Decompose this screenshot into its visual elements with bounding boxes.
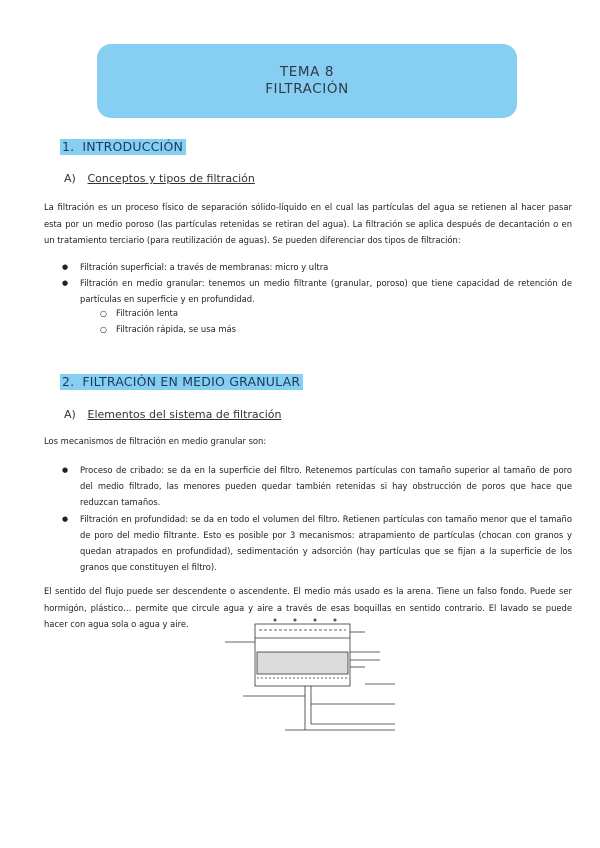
hollow-bullet-icon: ○ — [100, 325, 107, 334]
list-item-text: Filtración en profundidad: se da en todo el volumen del filtro. Retienen partículas con tamaño menor que el tamaño de poro del medio filtrante. Esto es posible por 3 mecanismos: atrapamiento de partículas (chocan con granos y quedan atrapados en profundidad), sedimentación y adsorción (hay partículas que se fijan a la superficie de los granos que constituyen el filtro). — [80, 514, 572, 572]
sub-list-item — [100, 305, 178, 322]
section-2-number: 2. — [62, 374, 75, 389]
bullet-icon: ● — [62, 515, 69, 523]
subheading-title: Conceptos y tipos de filtración — [87, 172, 255, 185]
sub-list-item-text: Filtración lenta — [116, 308, 178, 318]
mechanisms-intro: Los mecanismos de filtración en medio granular son: — [44, 436, 267, 446]
flow-paragraph: El sentido del flujo puede ser descendente o ascendente. El medio más usado es la arena. Tiene un falso fondo. Puede ser hormigón, plástico… permite que circule agua y aire a través de esas boquillas en sentido contrario. El lavado se puede hacer con agua sola o agua y aire. — [44, 586, 572, 629]
list-item — [62, 511, 572, 575]
valve-icon — [294, 619, 297, 622]
list-item-text: Filtración superficial: a través de membranas: micro y ultra — [80, 262, 329, 272]
list-item — [62, 259, 572, 275]
subheading-title: Elementos del sistema de filtración — [87, 408, 282, 421]
section-2-title: FILTRACIÓN EN MEDIO GRANULAR — [82, 374, 301, 389]
filter-diagram — [215, 612, 415, 742]
list-item — [62, 462, 572, 510]
topic-title: FILTRACIÓN — [265, 81, 349, 97]
list-item — [62, 275, 572, 307]
valve-icon — [274, 619, 277, 622]
section-1-heading — [60, 139, 186, 154]
sub-list-item-text: Filtración rápida, se usa más — [116, 324, 237, 334]
section-1-title: INTRODUCCIÓN — [82, 139, 184, 154]
section-1-subheading — [64, 172, 255, 185]
sub-list-item — [100, 321, 236, 338]
bullet-icon: ● — [62, 263, 69, 271]
valve-icon — [334, 619, 337, 622]
title-banner — [97, 44, 517, 118]
section-2-heading — [60, 374, 303, 389]
hollow-bullet-icon: ○ — [100, 309, 107, 318]
bullet-icon: ● — [62, 466, 69, 474]
intro-paragraph: La filtración es un proceso físico de separación sólido-líquido en el cual las partículas del agua se retienen al hacer pasar esta por un medio poroso (las partículas retenidas se retiran del agua). La filtración se aplica después de decantación o en un tratamiento terciario (para reutilización de aguas). Se pueden diferenciar dos tipos de filtración: — [44, 202, 572, 245]
topic-number: TEMA 8 — [279, 64, 335, 80]
bullet-icon: ● — [62, 279, 69, 287]
subheading-label: A) — [64, 172, 76, 185]
list-item-text: Filtración en medio granular: tenemos un medio filtrante (granular, poroso) que tiene capacidad de retención de partículas en superficie y en profundidad. — [80, 278, 572, 304]
valve-icon — [314, 619, 317, 622]
list-item-text: Proceso de cribado: se da en la superficie del filtro. Retenemos partículas con tamaño superior al tamaño de poro del medio filtrado, las menores pueden quedar también retenidas si hay obstrucción de poros que hace que reduzcan tamaños. — [80, 465, 572, 507]
subheading-label: A) — [64, 408, 76, 421]
section-2-subheading — [64, 408, 281, 421]
section-1-number: 1. — [62, 139, 75, 154]
sand-bed — [257, 652, 348, 674]
